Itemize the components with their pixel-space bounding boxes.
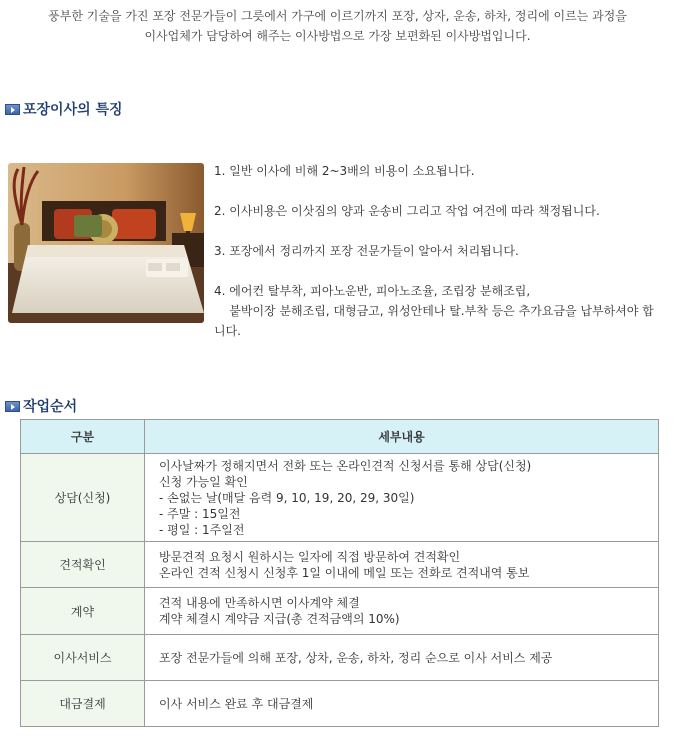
- detail-line: 방문견적 요청시 원하시는 일자에 직접 방문하여 견적확인: [159, 549, 461, 564]
- detail-line: 견적 내용에 만족하시면 이사계약 체결: [159, 596, 360, 610]
- detail-line: 포장 전문가들에 의해 포장, 상차, 운송, 하차, 정리 순으로 이사 서비스 제공: [159, 650, 553, 665]
- table-row: [21, 588, 659, 635]
- feature-line: 니다.: [214, 324, 241, 338]
- table-header-row: [21, 420, 659, 454]
- features-section-title: [5, 99, 123, 119]
- intro-line: 풍부한 기술을 가진 포장 전문가들이 그릇에서 가구에 이르기까지 포장, 상자, 운송, 하차, 정리에 이르는 과정을: [48, 9, 627, 23]
- feature-line: 붙박이장 분해조립, 대형금고, 위성안테나 탈.부착 등은 추가요금을 납부하셔야 합: [214, 304, 654, 318]
- bedroom-photo: [8, 163, 204, 323]
- detail-line: 이사날짜가 정해지면서 전화 또는 온라인견적 신청서를 통해 상담(신청): [159, 458, 532, 473]
- table-row: [21, 681, 659, 727]
- table-row: [21, 635, 659, 681]
- process-table: [20, 419, 659, 727]
- arrow-bullet-icon: [5, 104, 20, 115]
- detail-line: 이사 서비스 완료 후 대금결제: [159, 696, 314, 711]
- table-row: [21, 542, 659, 588]
- detail-line: 신청 가능일 확인: [159, 474, 248, 489]
- detail-line: - 주말 : 15일전: [159, 506, 241, 521]
- intro-text: [0, 6, 675, 46]
- row-category: 이사서비스: [21, 635, 145, 681]
- row-details: [145, 542, 659, 588]
- detail-line: 계약 체결시 계약금 지급(총 견적금액의 10%): [159, 612, 400, 626]
- row-details: [145, 454, 659, 542]
- row-details: [145, 681, 659, 727]
- feature-line: 4. 에어컨 탈부착, 피아노운반, 피아노조율, 조립장 분해조립,: [214, 284, 531, 298]
- detail-line: - 손없는 날(매달 음력 9, 10, 19, 20, 29, 30일): [159, 490, 415, 505]
- features-title-text: 포장이사의 특징: [23, 102, 123, 118]
- feature-item-4: [214, 281, 674, 341]
- row-category: 계약: [21, 588, 145, 635]
- features-list: [214, 161, 674, 341]
- process-section-title: [5, 396, 77, 416]
- row-category: 견적확인: [21, 542, 145, 588]
- header-category: 구분: [21, 420, 145, 454]
- header-details: 세부내용: [145, 420, 659, 454]
- row-details: [145, 635, 659, 681]
- detail-line: - 평일 : 1주일전: [159, 522, 245, 537]
- feature-item: 3. 포장에서 정리까지 포장 전문가들이 알아서 처리됩니다.: [214, 244, 519, 258]
- detail-line: 온라인 견적 신청시 신청후 1일 이내에 메일 또는 전화로 견적내역 통보: [159, 565, 530, 580]
- intro-line: 이사업체가 담당하여 해주는 이사방법으로 가장 보편화된 이사방법입니다.: [144, 29, 531, 43]
- table-row: [21, 454, 659, 542]
- feature-item: 1. 일반 이사에 비해 2~3배의 비용이 소요됩니다.: [214, 164, 475, 178]
- feature-item: 2. 이사비용은 이삿짐의 양과 운송비 그리고 작업 여건에 따라 책정됩니다.: [214, 204, 600, 218]
- row-details: [145, 588, 659, 635]
- arrow-bullet-icon: [5, 401, 20, 412]
- row-category: 대금결제: [21, 681, 145, 727]
- process-title-text: 작업순서: [23, 399, 78, 415]
- row-category: 상담(신청): [21, 454, 145, 542]
